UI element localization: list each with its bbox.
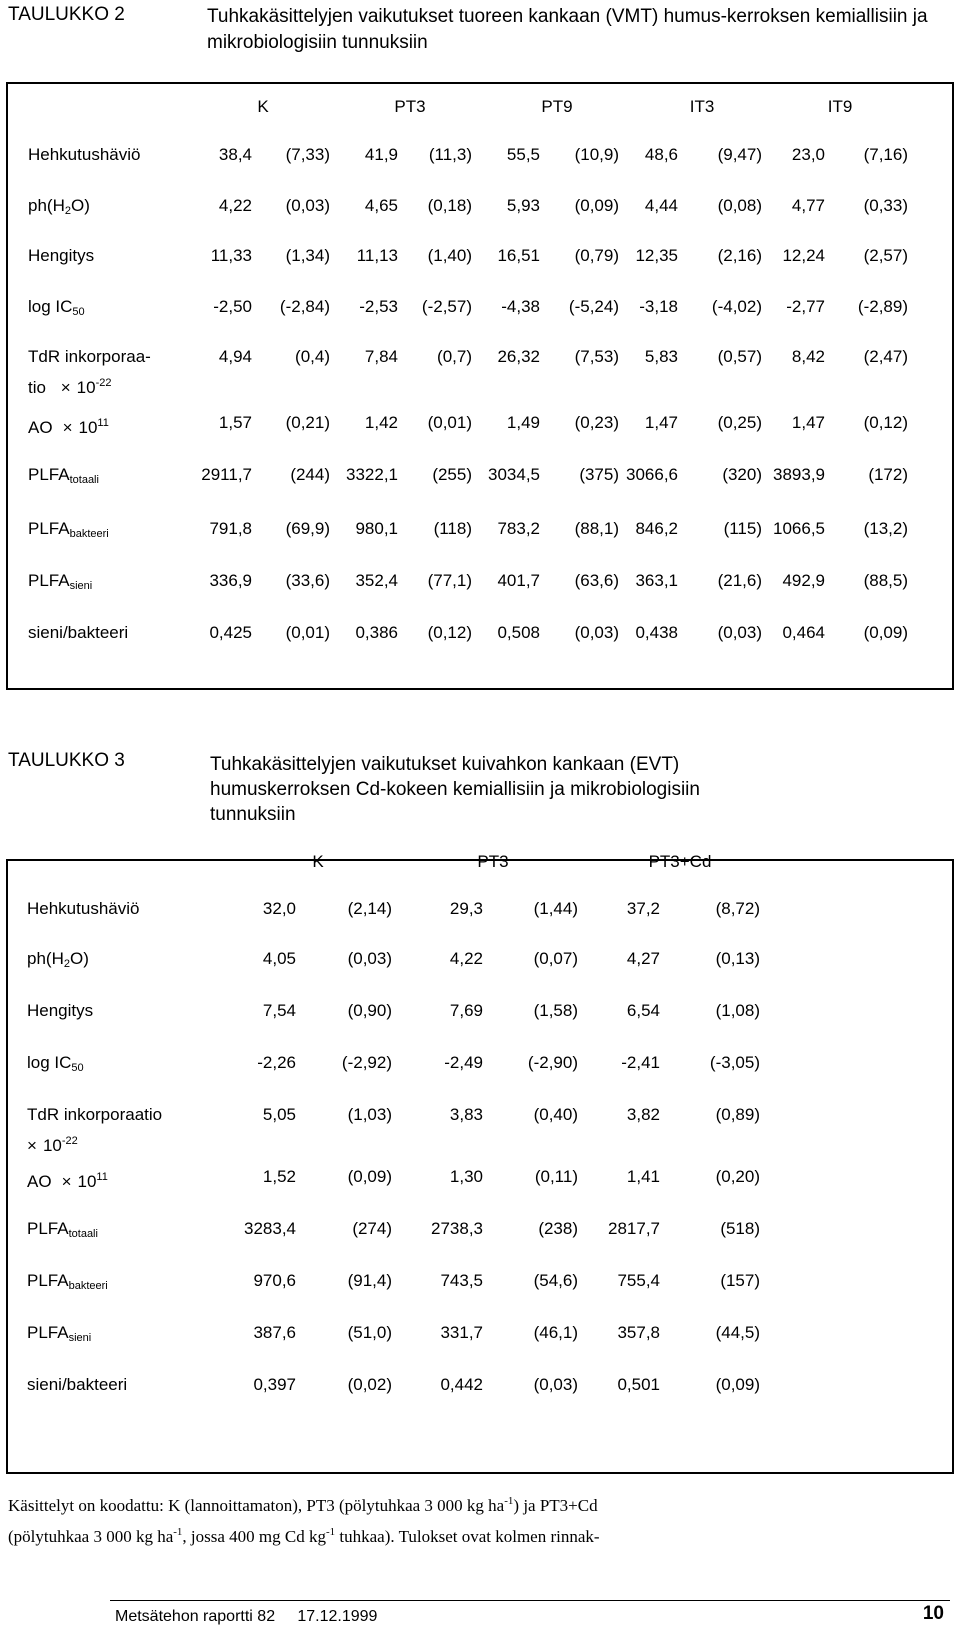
table-cell: 783,2: [497, 519, 540, 538]
footnote-text: ) ja PT3+Cd: [513, 1496, 598, 1515]
table-cell: (0,79): [574, 246, 619, 265]
footer-info: [115, 1608, 377, 1626]
table-cell: (88,1): [574, 519, 619, 538]
table-cell: (0,07): [533, 949, 578, 968]
table-cell: 4,44: [644, 196, 678, 215]
table-cell: 5,83: [644, 347, 678, 366]
table-cell: (0,08): [717, 196, 762, 215]
table-cell: 12,24: [782, 246, 825, 265]
table-cell: 3,83: [449, 1105, 483, 1124]
row-label-exponent: -22: [61, 1135, 78, 1147]
table-cell: (7,53): [574, 347, 619, 366]
row-label: [28, 410, 109, 441]
table-cell: 1,49: [506, 413, 540, 432]
table-cell: (33,6): [285, 571, 330, 590]
column-header: K: [257, 97, 269, 116]
table-cell: 1,30: [449, 1167, 483, 1186]
row-label-subscript: 50: [71, 1062, 84, 1074]
row-label-text: PLFA: [28, 465, 70, 484]
table-cell: 11,13: [356, 246, 398, 265]
row-label-text: PLFA: [28, 519, 70, 538]
table-cell: 1,57: [218, 413, 252, 432]
footnote-line-2: [8, 1519, 948, 1550]
row-label: [28, 294, 85, 325]
row-label-text: log IC: [27, 1053, 72, 1072]
footnote-exponent: -1: [325, 1526, 336, 1538]
row-label-subscript: sieni: [68, 1332, 92, 1344]
table-cell: 0,508: [497, 623, 540, 642]
table-cell: (8,72): [715, 899, 760, 918]
table-cell: (0,4): [295, 347, 330, 366]
table-cell: (518): [720, 1219, 760, 1238]
table3-title: Tuhkakäsittelyjen vaikutukset kuivahkon kankaan (EVT) humuskerroksen Cd-kokeen kemiallisiin ja mikrobiologisiin tunnuksiin: [210, 754, 700, 825]
table-cell: 4,27: [626, 949, 660, 968]
table-cell: (255): [432, 465, 472, 484]
table-cell: 3322,1: [346, 465, 398, 484]
table-cell: 970,6: [253, 1271, 296, 1290]
table-cell: -2,50: [213, 297, 252, 316]
row-label: [28, 344, 151, 401]
table-cell: 331,7: [440, 1323, 483, 1342]
row-label-text: ph(H: [27, 949, 64, 968]
table-cell: 336,9: [209, 571, 252, 590]
table-cell: 492,9: [782, 571, 825, 590]
report-name: Metsätehon raportti 82: [115, 1608, 276, 1625]
table-cell: (118): [433, 519, 472, 538]
column-header: IT9: [827, 97, 853, 116]
column-header: PT9: [541, 97, 573, 116]
table-cell: -3,18: [639, 297, 678, 316]
row-label: [28, 193, 90, 224]
table-cell: (0,12): [863, 413, 908, 432]
table-cell: (-3,05): [709, 1053, 760, 1072]
footnote-text: (pölytuhkaa 3 000 kg ha: [8, 1527, 174, 1546]
table-cell: -2,53: [359, 297, 398, 316]
table-cell: 37,2: [626, 899, 660, 918]
table-cell: (7,33): [285, 145, 330, 164]
table-cell: (2,57): [863, 246, 908, 265]
row-label-text: AO: [27, 1172, 52, 1191]
row-label: [27, 946, 89, 977]
row-label-text: AO: [28, 418, 53, 437]
table-cell: 0,464: [782, 623, 825, 642]
footnote-exponent: -1: [504, 1495, 514, 1507]
page-number: 10: [922, 1603, 944, 1624]
table-cell: (10,9): [574, 145, 619, 164]
table-cell: (115): [723, 519, 762, 538]
row-label: [28, 243, 94, 269]
table-cell: (2,14): [347, 899, 392, 918]
column-header: PT3+Cd: [648, 852, 712, 871]
footnote: [8, 1488, 948, 1550]
table-cell: 2738,3: [431, 1219, 483, 1238]
table-cell: (0,25): [717, 413, 762, 432]
row-label-text: ph(H: [28, 196, 65, 215]
table2-label: TAULUKKO 2: [8, 4, 125, 25]
table-cell: 4,94: [218, 347, 252, 366]
table-cell: (0,11): [534, 1167, 578, 1186]
table-cell: (51,0): [347, 1323, 392, 1342]
table-cell: (0,21): [285, 413, 330, 432]
row-label: [27, 1050, 84, 1081]
row-label-text: O): [69, 949, 89, 968]
table2-title: Tuhkakäsittelyjen vaikutukset tuoreen kankaan (VMT) humus-kerroksen kemiallisiin ja mikrobiologisiin tunnuksiin: [207, 6, 928, 53]
table-cell: 7,84: [364, 347, 398, 366]
column-header: K: [312, 852, 324, 871]
table-cell: (77,1): [427, 571, 472, 590]
table-cell: 1,52: [262, 1167, 296, 1186]
table-cell: 791,8: [209, 519, 252, 538]
table-cell: (0,18): [427, 196, 472, 215]
row-label: [28, 620, 128, 646]
table-cell: (0,01): [427, 413, 472, 432]
table-cell: 3283,4: [244, 1219, 296, 1238]
table-cell: 5,93: [506, 196, 540, 215]
table-cell: 0,425: [209, 623, 252, 642]
table-cell: 2817,7: [608, 1219, 660, 1238]
row-label-text: tio: [28, 378, 46, 397]
row-label-text: PLFA: [27, 1271, 69, 1290]
table-cell: 3034,5: [488, 465, 540, 484]
row-label-text: 10: [78, 418, 98, 437]
footnote-text: , jossa 400 mg Cd kg: [182, 1527, 326, 1546]
table-cell: (244): [290, 465, 330, 484]
table-cell: 1,47: [644, 413, 678, 432]
table3-label: TAULUKKO 3: [8, 750, 125, 771]
row-label-text: 10: [42, 1136, 62, 1155]
table-cell: (375): [579, 465, 619, 484]
row-label: [27, 1216, 98, 1247]
table-cell: (9,47): [717, 145, 762, 164]
row-label-text: sieni/bakteeri: [28, 623, 129, 642]
table-cell: -2,77: [786, 297, 825, 316]
table-cell: (1,44): [533, 899, 578, 918]
table-cell: 41,9: [364, 145, 398, 164]
table-cell: (7,16): [863, 145, 908, 164]
footnote-line-1: [8, 1488, 948, 1519]
table-cell: 0,386: [355, 623, 398, 642]
table-cell: (0,03): [533, 1375, 578, 1394]
table-cell: (320): [722, 465, 762, 484]
row-label-text: TdR inkorporaatio: [27, 1105, 163, 1124]
row-label: [27, 998, 93, 1024]
row-label-exponent: 11: [97, 417, 109, 429]
table-cell: (88,5): [863, 571, 908, 590]
table-cell: 1066,5: [773, 519, 825, 538]
table-cell: 980,1: [355, 519, 398, 538]
row-label-subscript: bakteeri: [68, 1280, 108, 1292]
row-label: [28, 568, 92, 599]
table-cell: 4,22: [449, 949, 483, 968]
footnote-text: Käsittelyt on koodattu: K (lannoittamaton), PT3 (pölytuhkaa 3 000 kg ha: [8, 1496, 505, 1515]
row-label-line: [28, 344, 151, 370]
table-cell: (1,03): [347, 1105, 392, 1124]
table-cell: (1,34): [285, 246, 330, 265]
row-label-subscript: 2: [64, 205, 71, 217]
table-cell: (46,1): [533, 1323, 578, 1342]
table-cell: (54,6): [533, 1271, 578, 1290]
table-cell: 0,442: [440, 1375, 483, 1394]
table-cell: (0,89): [715, 1105, 760, 1124]
row-label: [28, 462, 99, 493]
table-cell: 1,42: [364, 413, 398, 432]
table-cell: (1,08): [715, 1001, 760, 1020]
table-cell: 38,4: [218, 145, 252, 164]
table-cell: (0,03): [717, 623, 762, 642]
table-cell: 363,1: [635, 571, 678, 590]
table-cell: -2,49: [444, 1053, 483, 1072]
table-cell: (91,4): [347, 1271, 392, 1290]
table-cell: (1,40): [427, 246, 472, 265]
table-cell: (0,90): [347, 1001, 392, 1020]
table-cell: (-5,24): [568, 297, 619, 316]
footnote-exponent: -1: [173, 1526, 183, 1538]
row-label-text: Hengitys: [27, 1001, 94, 1020]
table-cell: 7,69: [449, 1001, 483, 1020]
row-label-line: [27, 1128, 162, 1159]
table-cell: (0,09): [863, 623, 908, 642]
row-label-subscript: sieni: [69, 580, 93, 592]
row-label-text: 10: [76, 378, 96, 397]
table-cell: 8,42: [791, 347, 825, 366]
table-cell: 32,0: [262, 899, 296, 918]
row-label-text: PLFA: [28, 571, 70, 590]
table-cell: 743,5: [440, 1271, 483, 1290]
table-cell: (172): [868, 465, 908, 484]
row-label-subscript: 2: [63, 958, 70, 970]
row-label-subscript: totaali: [68, 1228, 98, 1240]
footnote-text: tuhkaa). Tulokset ovat kolmen rinnak-: [335, 1527, 600, 1546]
table-cell: 7,54: [262, 1001, 296, 1020]
table-cell: (21,6): [717, 571, 762, 590]
table-cell: 3066,6: [626, 465, 678, 484]
row-label: [27, 1372, 127, 1398]
table-cell: 4,65: [364, 196, 398, 215]
table-cell: 3893,9: [773, 465, 825, 484]
table-cell: (63,6): [574, 571, 619, 590]
table-cell: (-2,84): [279, 297, 330, 316]
table-cell: (2,16): [717, 246, 762, 265]
table-cell: 48,6: [644, 145, 678, 164]
table-cell: (-2,90): [527, 1053, 578, 1072]
table-cell: (0,02): [347, 1375, 392, 1394]
table-cell: 6,54: [626, 1001, 660, 1020]
table-cell: (0,03): [347, 949, 392, 968]
table-cell: (0,7): [437, 347, 472, 366]
times-symbol: ×: [61, 1172, 72, 1191]
row-label-line: [27, 1102, 162, 1128]
table-cell: 11,33: [210, 246, 252, 265]
times-symbol: ×: [27, 1136, 37, 1155]
row-label-exponent: -22: [95, 377, 112, 389]
row-label: [27, 1320, 91, 1351]
row-label-text: PLFA: [27, 1219, 69, 1238]
table-cell: 4,22: [218, 196, 252, 215]
table-cell: (0,09): [347, 1167, 392, 1186]
table-cell: 846,2: [635, 519, 678, 538]
table-cell: (0,23): [574, 413, 619, 432]
table-cell: (274): [352, 1219, 392, 1238]
column-header: PT3: [394, 97, 426, 116]
table-cell: (-4,02): [711, 297, 762, 316]
table-cell: 755,4: [617, 1271, 660, 1290]
row-label: [27, 1268, 108, 1299]
table-cell: 29,3: [449, 899, 483, 918]
times-symbol: ×: [60, 378, 71, 397]
row-label-subscript: totaali: [69, 474, 99, 486]
table-cell: 16,51: [497, 246, 540, 265]
row-label-text: sieni/bakteeri: [27, 1375, 128, 1394]
table-cell: 4,05: [262, 949, 296, 968]
table-cell: 0,438: [635, 623, 678, 642]
table-cell: (0,09): [574, 196, 619, 215]
table-cell: -4,38: [501, 297, 540, 316]
table-cell: (69,9): [285, 519, 330, 538]
row-label: [27, 896, 139, 922]
table-cell: (0,40): [533, 1105, 578, 1124]
table-cell: (0,09): [715, 1375, 760, 1394]
row-label: [27, 1164, 108, 1195]
table-cell: (0,01): [285, 623, 330, 642]
table-cell: (-2,89): [857, 297, 908, 316]
table-cell: (0,13): [715, 949, 760, 968]
table-cell: 55,5: [506, 145, 540, 164]
table-cell: (238): [538, 1219, 578, 1238]
row-label-text: Hengitys: [28, 246, 95, 265]
table-cell: 26,32: [497, 347, 540, 366]
table-cell: (0,33): [863, 196, 908, 215]
row-label-text: Hehkutushäviö: [27, 899, 140, 918]
table-cell: (0,03): [574, 623, 619, 642]
row-label-subscript: 50: [72, 306, 85, 318]
row-label: [28, 142, 140, 168]
row-label-line: [28, 370, 151, 401]
table-cell: 357,8: [617, 1323, 660, 1342]
table-cell: 12,35: [635, 246, 678, 265]
table-cell: (0,03): [285, 196, 330, 215]
table-cell: 5,05: [262, 1105, 296, 1124]
table-cell: (157): [720, 1271, 760, 1290]
table-cell: (2,47): [863, 347, 908, 366]
table-cell: 3,82: [626, 1105, 660, 1124]
table-cell: (13,2): [863, 519, 908, 538]
row-label-text: TdR inkorporaa-: [28, 347, 151, 366]
table-cell: (0,20): [715, 1167, 760, 1186]
footer-rule: [110, 1600, 950, 1601]
table-cell: (11,3): [428, 145, 472, 164]
table-cell: 1,41: [626, 1167, 660, 1186]
table-cell: 2911,7: [201, 465, 252, 484]
table-cell: 0,501: [617, 1375, 660, 1394]
table-cell: (1,58): [533, 1001, 578, 1020]
table-cell: (44,5): [715, 1323, 760, 1342]
row-label-text: log IC: [28, 297, 73, 316]
table-cell: 387,6: [253, 1323, 296, 1342]
row-label-exponent: 11: [96, 1171, 108, 1183]
table-cell: 23,0: [791, 145, 825, 164]
row-label-text: 10: [77, 1172, 97, 1191]
times-symbol: ×: [62, 418, 73, 437]
table-cell: 1,47: [791, 413, 825, 432]
table-cell: 352,4: [355, 571, 398, 590]
table-cell: 401,7: [497, 571, 540, 590]
column-header: PT3: [477, 852, 509, 871]
table-cell: (-2,92): [341, 1053, 392, 1072]
row-label-text: Hehkutushäviö: [28, 145, 141, 164]
table-cell: (-2,57): [421, 297, 472, 316]
row-label: [28, 516, 109, 547]
table-cell: 0,397: [253, 1375, 296, 1394]
row-label: [27, 1102, 162, 1159]
table-cell: (0,12): [427, 623, 472, 642]
table-cell: -2,41: [621, 1053, 660, 1072]
table-cell: 4,77: [791, 196, 825, 215]
report-date: 17.12.1999: [297, 1608, 378, 1625]
table-cell: -2,26: [257, 1053, 296, 1072]
row-label-text: PLFA: [27, 1323, 69, 1342]
row-label-subscript: bakteeri: [69, 528, 109, 540]
column-header: IT3: [689, 97, 715, 116]
table-cell: (0,57): [717, 347, 762, 366]
row-label-text: O): [70, 196, 90, 215]
